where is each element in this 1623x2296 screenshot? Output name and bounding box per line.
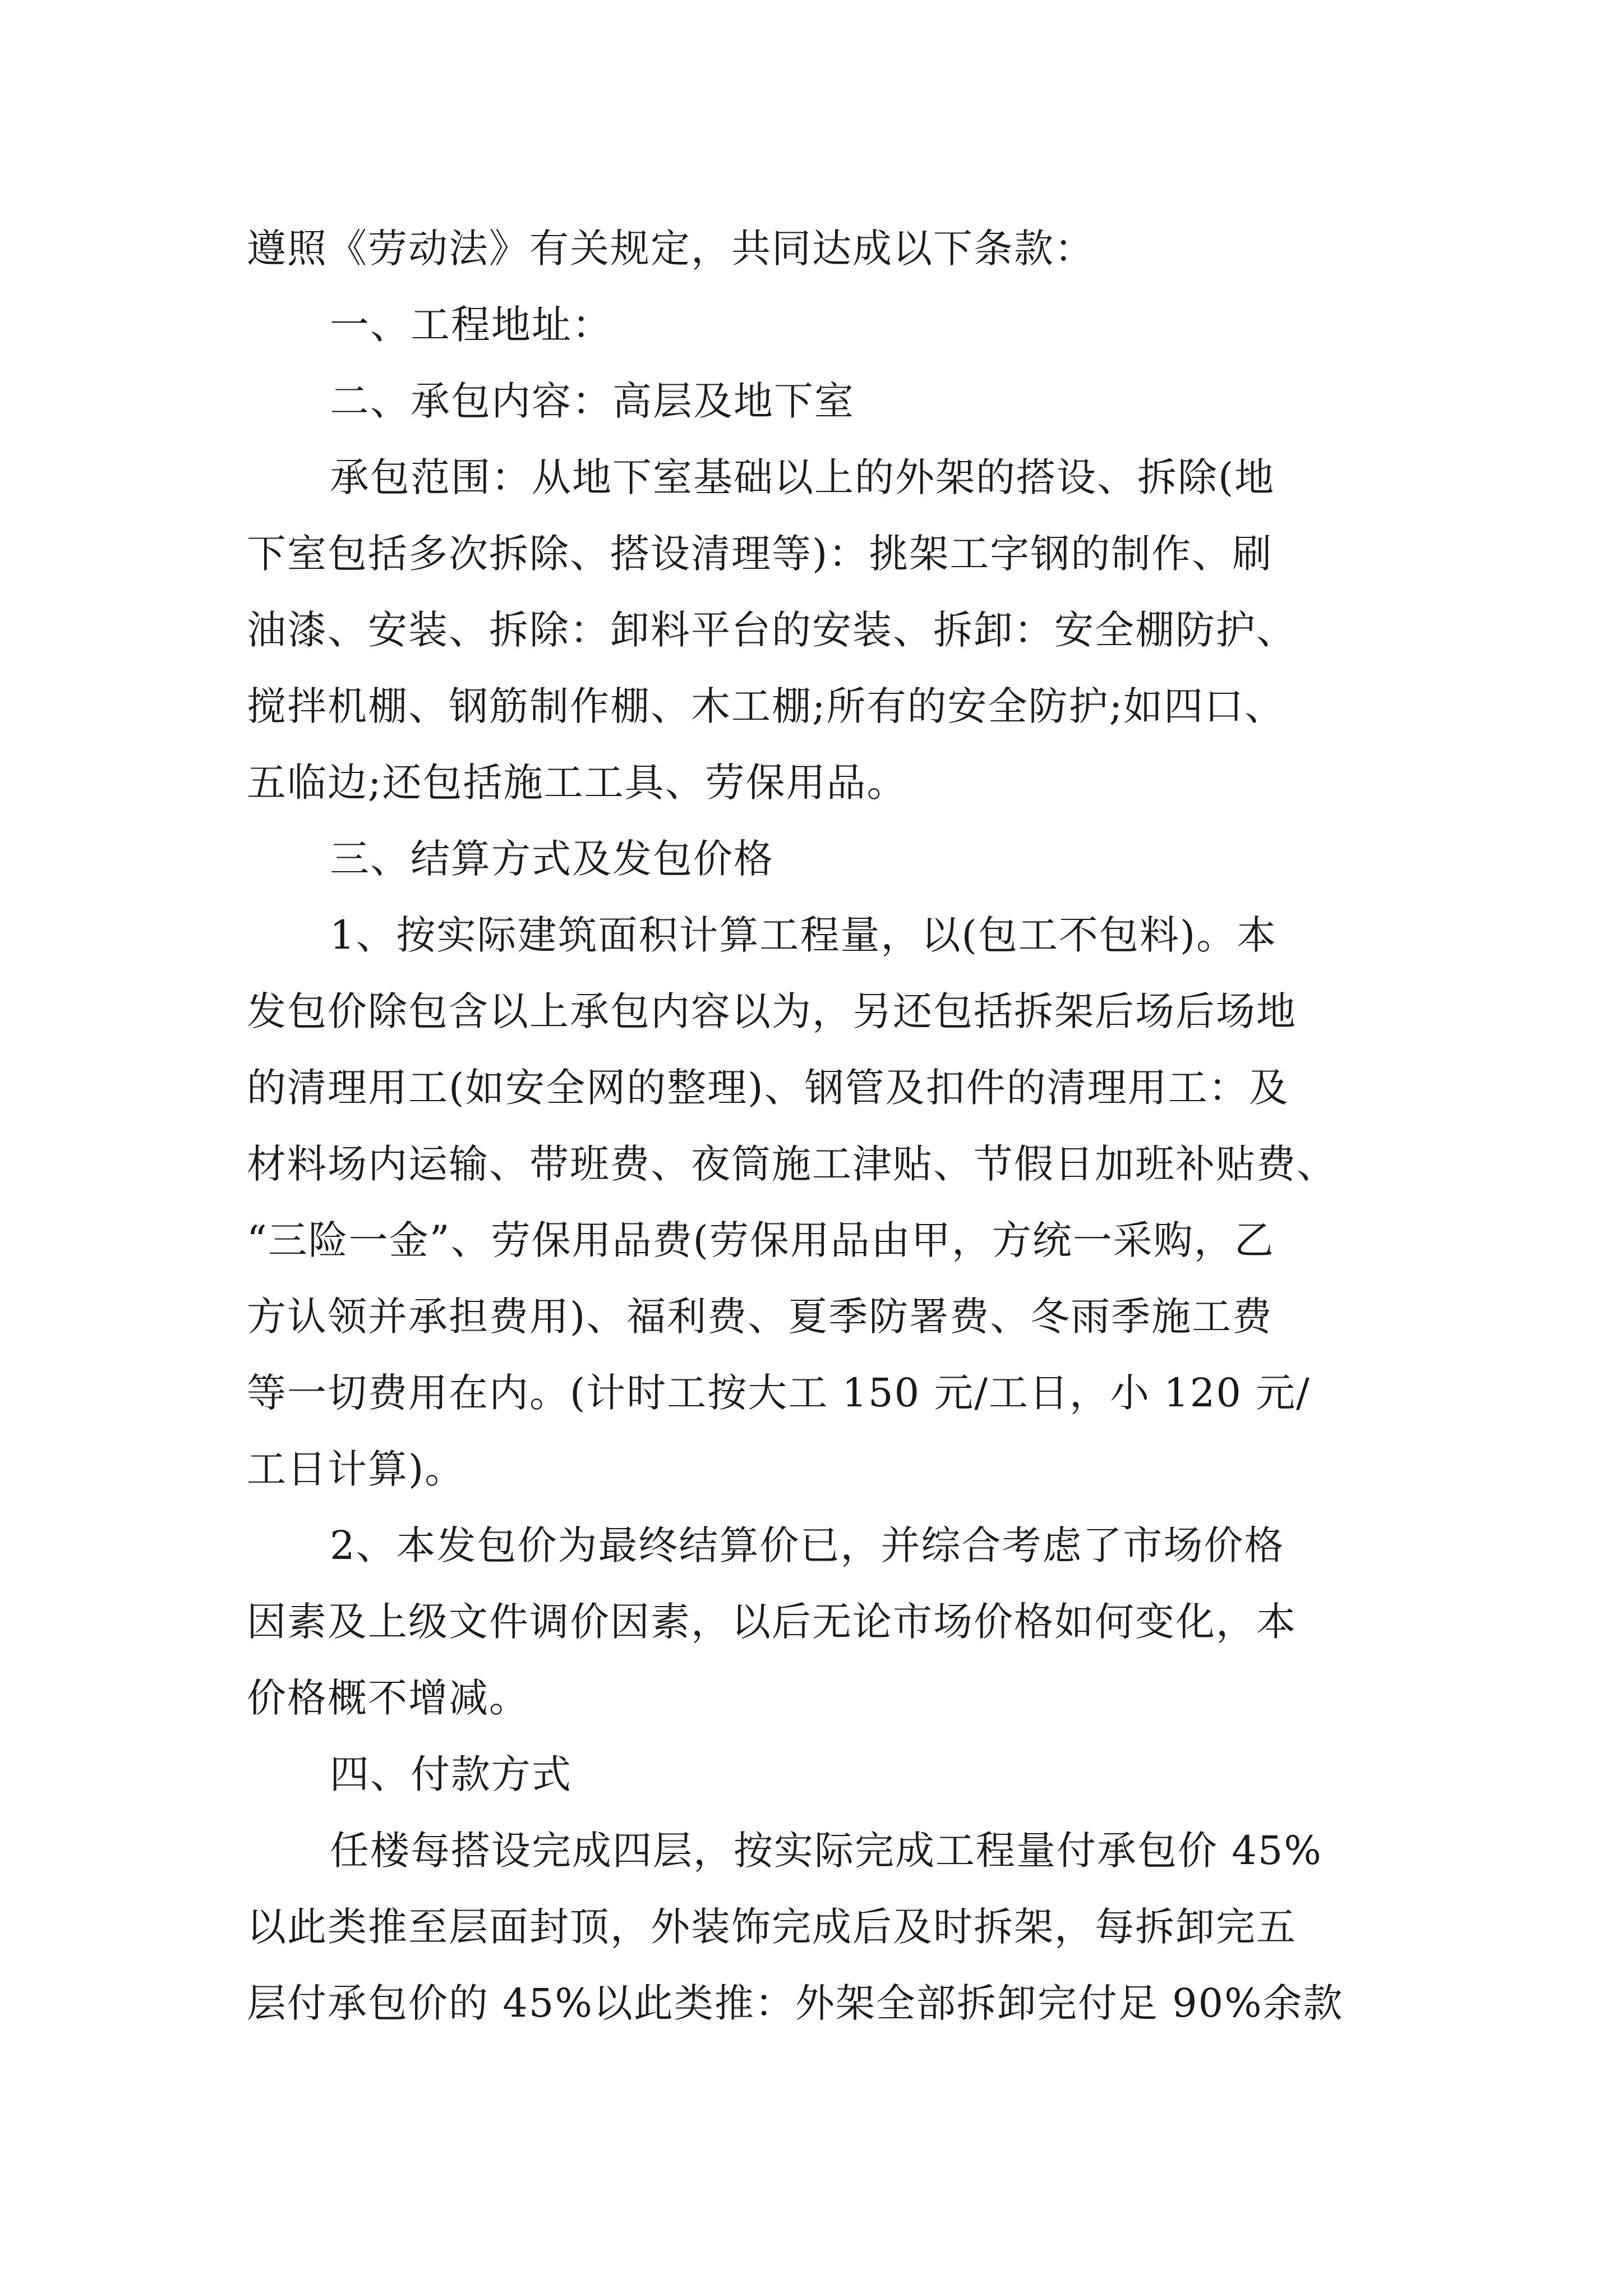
text-line: 以此类推至层面封顶，外装饰完成后及时拆架，每拆卸完五 xyxy=(247,1904,1297,1950)
text-line: 方认领并承担费用)、福利费、夏季防署费、冬雨季施工费 xyxy=(247,1294,1273,1340)
text-line: 遵照《劳动法》有关规定，共同达成以下条款： xyxy=(247,226,1095,272)
text-line: 发包价除包含以上承包内容以为，另还包括拆架后场后场地 xyxy=(247,988,1297,1034)
text-line: 材料场内运输、带班费、夜筒施工津贴、节假日加班补贴费、 xyxy=(247,1141,1337,1187)
text-line: 五临边;还包括施工工具、劳保用品。 xyxy=(247,760,907,806)
section-heading: 四、付款方式 xyxy=(330,1751,572,1797)
text-line: 下室包括多次拆除、搭设清理等)：挑架工字钢的制作、刷 xyxy=(247,531,1273,577)
text-line: 因素及上级文件调价因素，以后无论市场价格如何变化，本 xyxy=(247,1599,1297,1645)
text-line: “三险一金”、劳保用品费(劳保用品由甲，方统一采购，乙 xyxy=(247,1217,1275,1263)
text-line: 承包范围：从地下室基础以上的外架的搭设、拆除(地 xyxy=(330,454,1275,500)
text-line: 层付承包价的 45%以此类推：外架全部拆卸完付足 90%余款 xyxy=(247,1980,1344,2026)
section-heading: 三、结算方式及发包价格 xyxy=(330,836,774,882)
section-heading: 一、工程地址： xyxy=(330,302,612,348)
text-line: 等一切费用在内。(计时工按大工 150 元/工日，小 120 元/ xyxy=(247,1370,1311,1416)
text-line: 1、按实际建筑面积计算工程量，以(包工不包料)。本 xyxy=(330,912,1278,958)
text-line: 任楼每搭设完成四层，按实际完成工程量付承包价 45% xyxy=(330,1828,1322,1874)
section-heading: 二、承包内容：高层及地下室 xyxy=(330,378,855,424)
document-body xyxy=(247,210,1391,2041)
text-line: 的清理用工(如安全网的整理)、钢管及扣件的清理用工：及 xyxy=(247,1065,1289,1111)
text-line: 搅拌机棚、钢筋制作棚、木工棚;所有的安全防护;如四口、 xyxy=(247,683,1285,729)
text-line: 2、本发包价为最终结算价已，并综合考虑了市场价格 xyxy=(330,1522,1285,1568)
text-line: 价格概不增减。 xyxy=(247,1675,529,1721)
text-line: 工日计算)。 xyxy=(247,1446,465,1492)
text-line: 油漆、安装、拆除：卸料平台的安装、拆卸：安全棚防护、 xyxy=(247,607,1297,653)
